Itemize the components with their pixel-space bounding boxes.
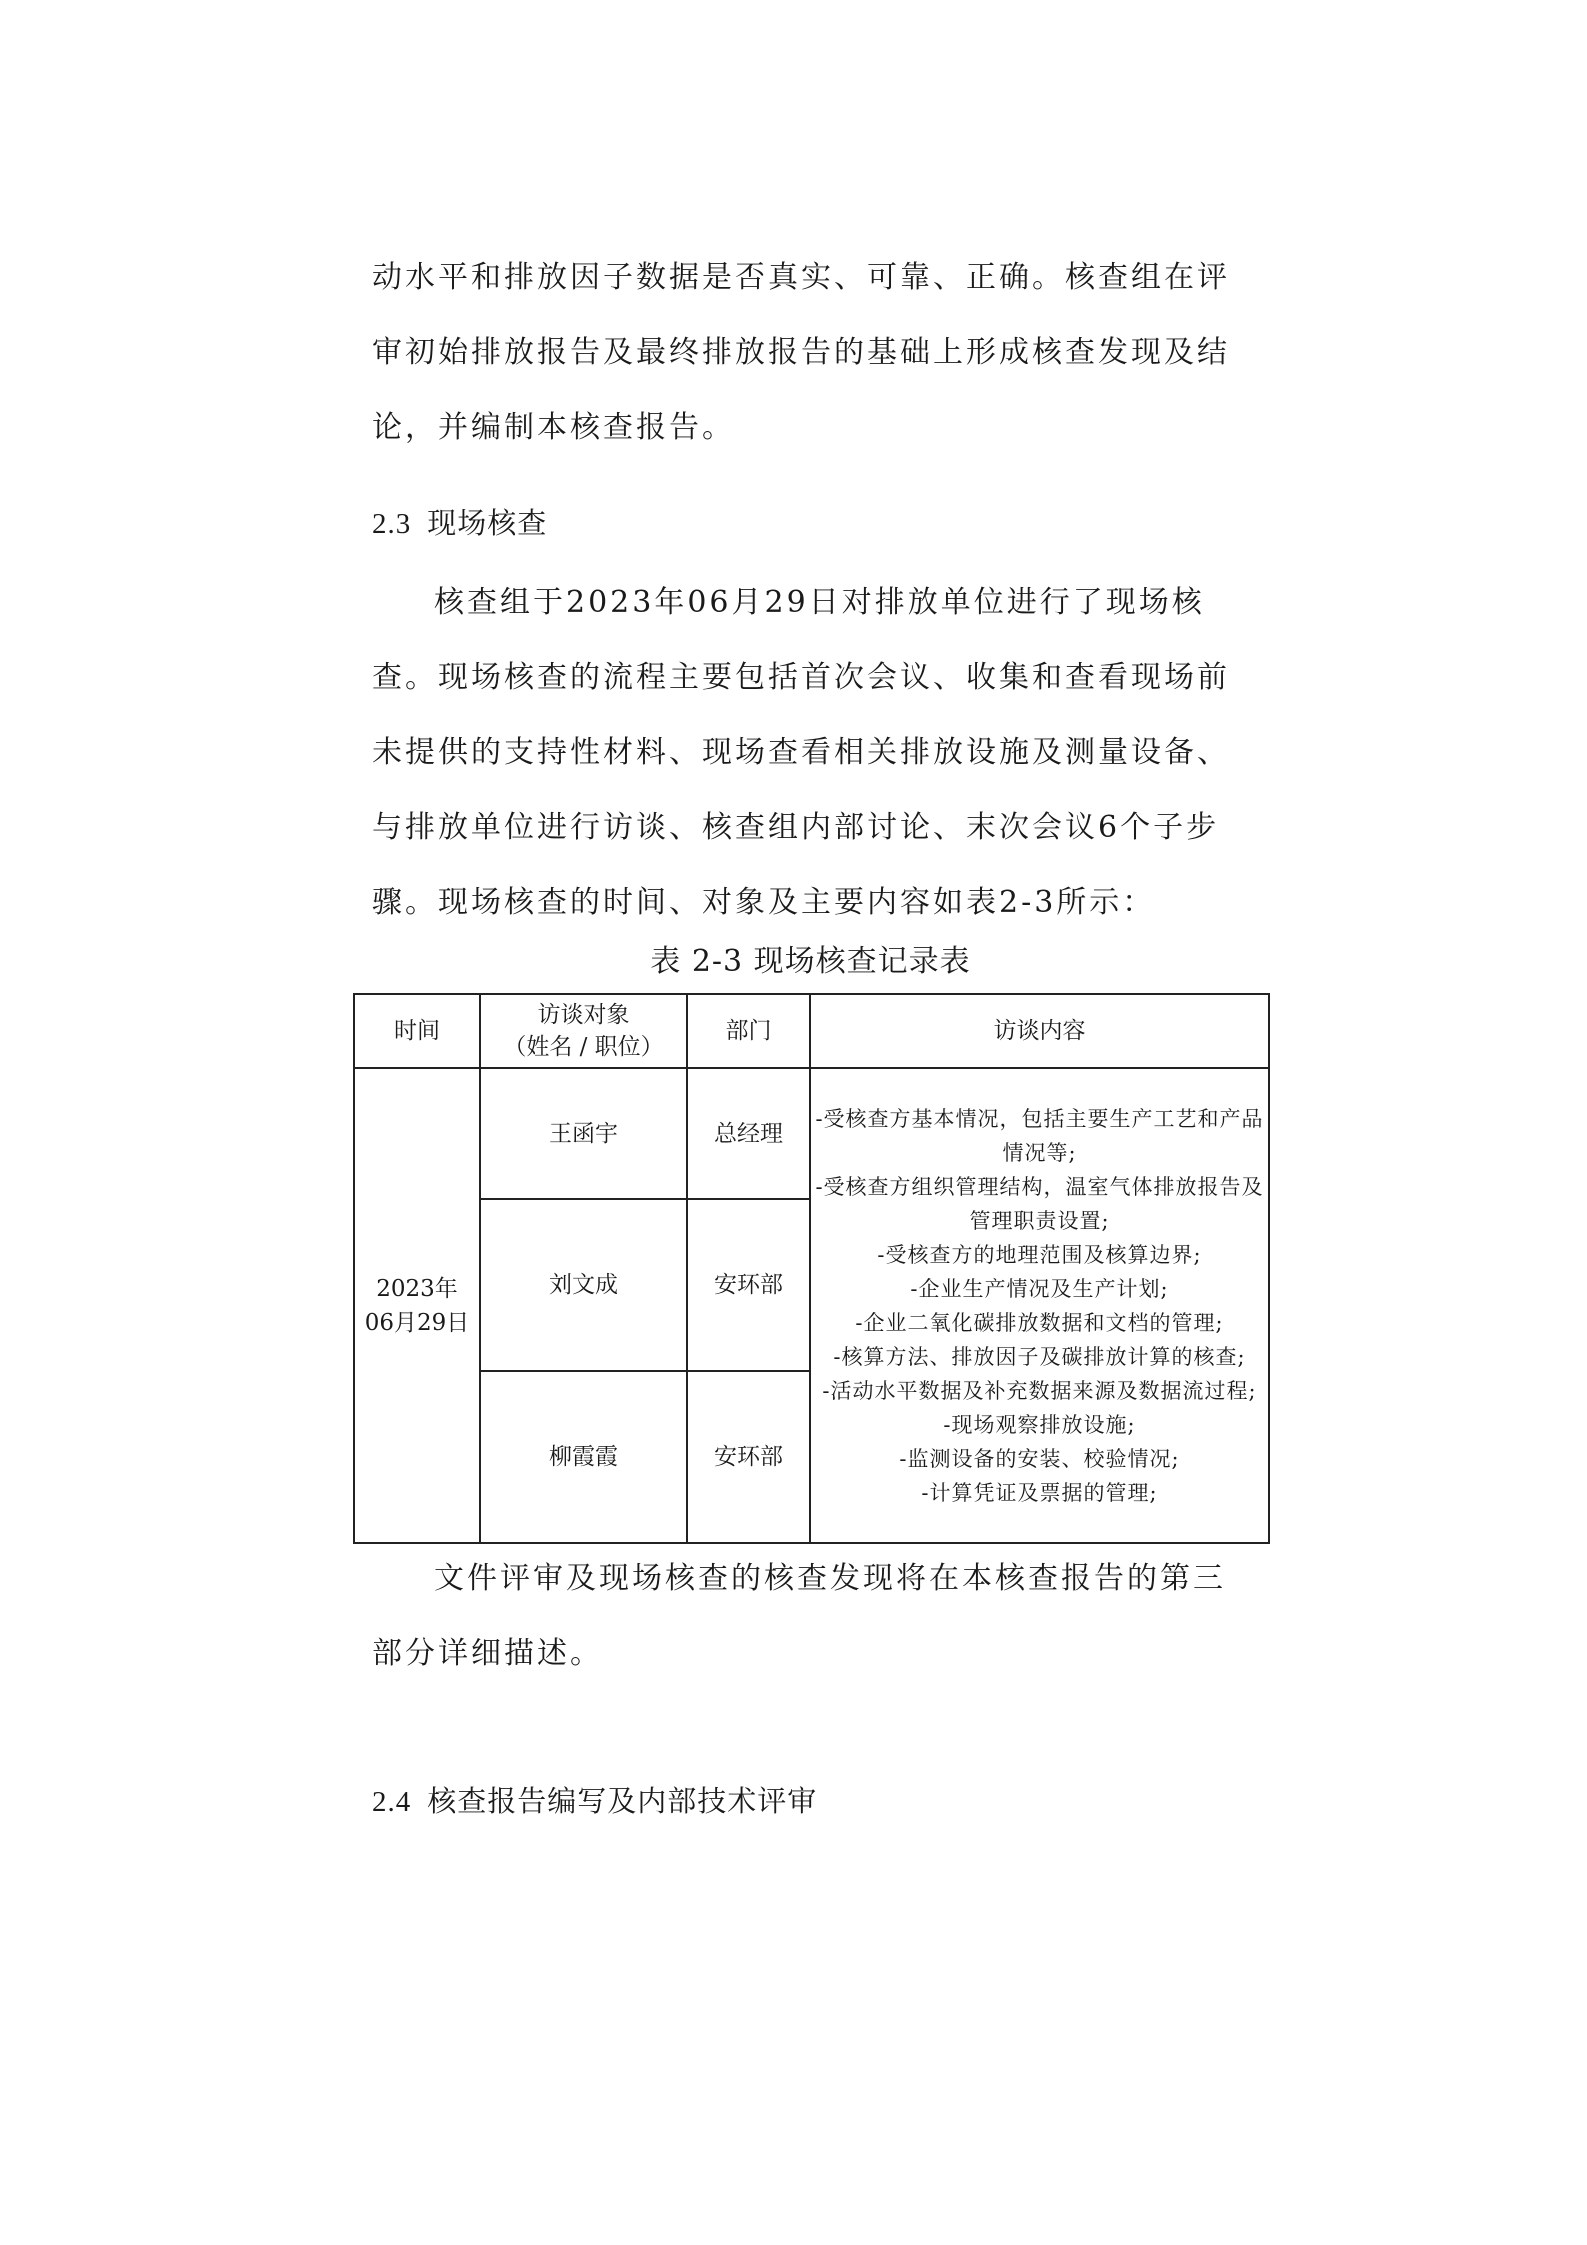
content-item: -现场观察排放设施; — [943, 1412, 1136, 1437]
date-cell — [354, 1068, 480, 1543]
content-item: -核算方法、排放因子及碳排放计算的核查; — [833, 1344, 1246, 1369]
header-interviewee — [480, 994, 687, 1068]
table-header-row — [354, 994, 1269, 1068]
interviewee-department: 总经理 — [687, 1068, 810, 1199]
content-item: -企业生产情况及生产计划; — [910, 1276, 1169, 1301]
interviewee-department: 安环部 — [687, 1371, 810, 1543]
content-item: -监测设备的安装、校验情况; — [899, 1446, 1180, 1471]
interview-content-cell — [810, 1068, 1269, 1543]
section-heading-2-4 — [372, 1781, 817, 1822]
content-item: -受核查方基本情况，包括主要生产工艺和产品情况等; — [815, 1106, 1264, 1165]
section-heading-2-3 — [372, 503, 547, 544]
interviewee-name: 柳霞霞 — [480, 1371, 687, 1543]
paragraph-findings-note: 文件评审及现场核查的核查发现将在本核查报告的第三部分详细描述。 — [372, 1561, 1226, 1671]
interviewee-name: 刘文成 — [480, 1199, 687, 1371]
site-verification-table — [353, 993, 1270, 1544]
table-row — [354, 1068, 1269, 1199]
section-number: 2.3 — [372, 508, 412, 540]
paragraph-site-verification: 核查组于2023年06月29日对排放单位进行了现场核查。现场核查的流程主要包括首次会议、收集和查看现场前未提供的支持性材料、现场查看相关排放设施及测量设备、与排放单位进行访谈、核查组内部讨论、末次会议6个子步骤。现场核查的时间、对象及主要内容如表2-3所示： — [372, 585, 1230, 920]
date-line1: 2023年 — [376, 1275, 458, 1302]
header-content: 访谈内容 — [810, 994, 1269, 1068]
header-department: 部门 — [687, 994, 810, 1068]
section-title: 现场核查 — [427, 506, 548, 540]
date-line2: 06月29日 — [364, 1309, 470, 1336]
interviewee-name: 王函宇 — [480, 1068, 687, 1199]
content-item: -活动水平数据及补充数据来源及数据流过程; — [822, 1378, 1257, 1403]
content-item: -计算凭证及票据的管理; — [921, 1480, 1158, 1505]
interviewee-department: 安环部 — [687, 1199, 810, 1371]
section-number: 2.4 — [372, 1786, 412, 1818]
header-interviewee-line1: 访谈对象 — [537, 1002, 630, 1028]
header-interviewee-line2: （姓名 / 职位） — [503, 1034, 664, 1060]
table-caption: 表 2-3 现场核查记录表 — [650, 944, 971, 979]
content-item: -企业二氧化碳排放数据和文档的管理; — [855, 1310, 1224, 1335]
paragraph-verification-basis: 动水平和排放因子数据是否真实、可靠、正确。核查组在评审初始排放报告及最终排放报告的基础上形成核查发现及结论，并编制本核查报告。 — [372, 260, 1230, 445]
content-item: -受核查方组织管理结构，温室气体排放报告及管理职责设置; — [815, 1174, 1264, 1233]
content-item: -受核查方的地理范围及核算边界; — [877, 1242, 1202, 1267]
section-title: 核查报告编写及内部技术评审 — [427, 1784, 818, 1818]
header-time: 时间 — [354, 994, 480, 1068]
